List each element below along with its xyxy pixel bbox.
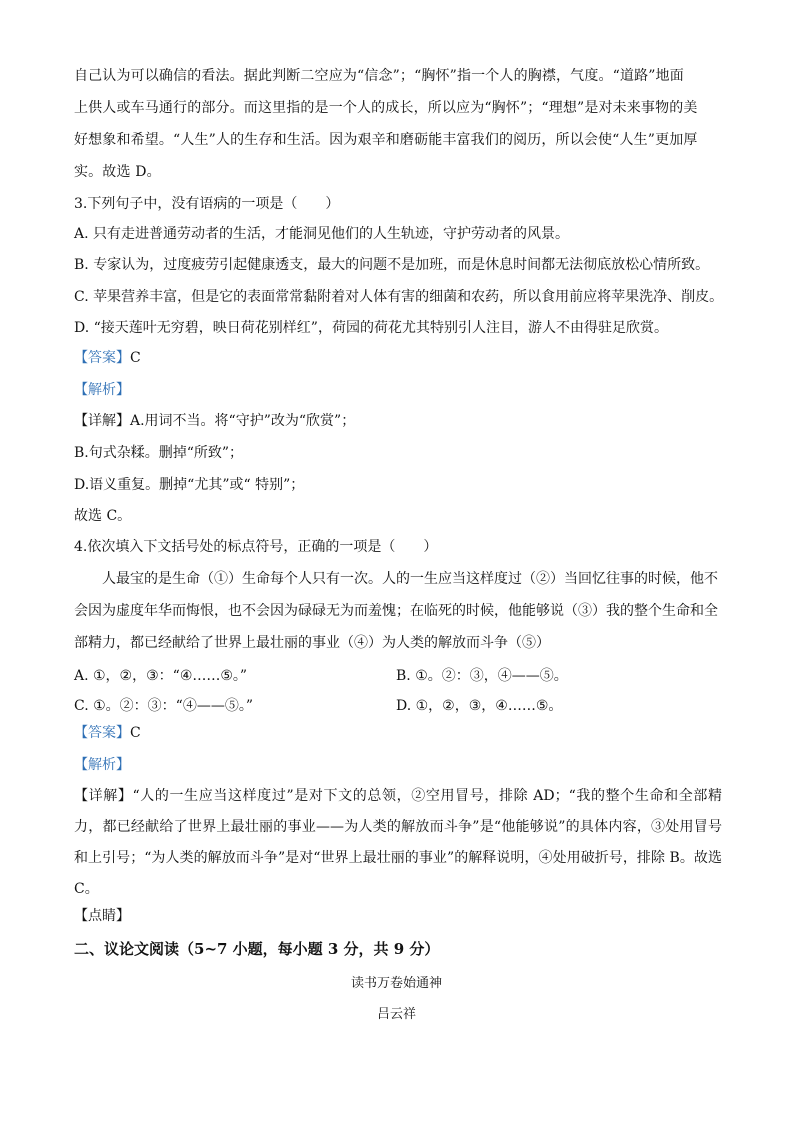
- explanation-line: 好想象和希望。“人生”人的生存和生活。因为艰辛和磨砺能丰富我们的阅历，所以会使“人生”更加厚: [74, 132, 698, 148]
- question-4-stem: 4.依次填入下文括号处的标点符号，正确的一项是（ ）: [74, 539, 438, 555]
- explanation-line: 上供人或车马通行的部分。而这里指的是一个人的成长，所以应为“胸怀”；“理想”是对未来事物的美: [74, 100, 698, 116]
- explanation-line: 实。故选 D。: [74, 164, 161, 180]
- question-3-detail-line: B.句式杂糅。删掉“所致”；: [74, 445, 244, 461]
- article-title: 读书万卷始通神: [350, 976, 442, 991]
- question-3-detail-line: 故选 C。: [74, 508, 132, 524]
- question-3-answer: [74, 350, 141, 366]
- question-3-option-d: D. “接天莲叶无穷碧，映日荷花别样红”，荷园的荷花尤其特别引人注目，游人不由得驻足欣赏。: [74, 320, 668, 336]
- answer-label: 【答案】: [74, 725, 130, 741]
- question-4-answer: [74, 725, 141, 741]
- answer-label: 【答案】: [74, 350, 130, 366]
- question-4-analysis-label: 【解析】: [74, 757, 130, 773]
- question-4-dianjing-label: 【点睛】: [74, 908, 130, 924]
- question-3-option-b: B. 专家认为，过度疲劳引起健康透支，最大的问题不是加班，而是休息时间都无法彻底放松心情所致。: [74, 257, 710, 273]
- question-4-option-c: C. ①。②：③：“④——⑤。”: [74, 698, 253, 714]
- question-3-option-c: C. 苹果营养丰富，但是它的表面常常黏附着对人体有害的细菌和农药，所以食用前应将苹果洗净、削皮。: [74, 289, 724, 305]
- question-3-option-a: A. 只有走进普通劳动者的生活，才能洞见他们的人生轨迹，守护劳动者的风景。: [74, 226, 570, 242]
- question-3-detail-line: 【详解】A.用词不当。将“守护”改为“欣赏”；: [74, 413, 356, 429]
- question-3-analysis-label: 【解析】: [74, 382, 130, 398]
- question-4-option-b: B. ①。②：③，④——⑤。: [396, 668, 568, 684]
- question-3-detail-line: D.语义重复。删掉“尤其”或“ 特别”；: [74, 477, 305, 493]
- question-4-option-d: D. ①，②，③，④……⑤。: [396, 698, 563, 714]
- answer-value: C: [130, 350, 141, 366]
- question-4-detail: 【详解】“人的一生应当这样度过”是对下文的总领，②空用冒号，排除 AD；“我的整个生命和全部精力，都已经献给了世界上最壮丽的事业——为人类的解放而斗争”是“他能够说”的具体内容，③处用冒号和上引号；“为人类的解放而斗争”是对“世界上最壮丽的事业”的解释说明，④处用破折号，排除 B。故选 C。: [74, 788, 722, 897]
- answer-value: C: [130, 725, 141, 741]
- question-4-passage-line: 部精力，都已经献给了世界上最壮丽的事业（④）为人类的解放而斗争（⑤）: [74, 635, 550, 651]
- question-3-stem: 3.下列句子中，没有语病的一项是（ ）: [74, 196, 340, 212]
- section-heading: 二、议论文阅读（5~7 小题，每小题 3 分，共 9 分）: [74, 940, 440, 958]
- question-4-passage-line: 人最宝的是生命（①）生命每个人只有一次。人的一生应当这样度过（②）当回忆往事的时候，他不: [102, 571, 718, 587]
- explanation-line: 自己认为可以确信的看法。据此判断二空应为“信念”；“胸怀”指一个人的胸襟，气度。“道路”地面: [74, 68, 684, 84]
- question-4-passage-line: 会因为虚度年华而悔恨，也不会因为碌碌无为而羞愧；在临死的时候，他能够说（③）我的整个生命和全: [74, 603, 718, 619]
- question-4-option-a: A. ①，②，③：“④……⑤。”: [74, 668, 248, 684]
- article-author: 吕云祥: [376, 1007, 416, 1022]
